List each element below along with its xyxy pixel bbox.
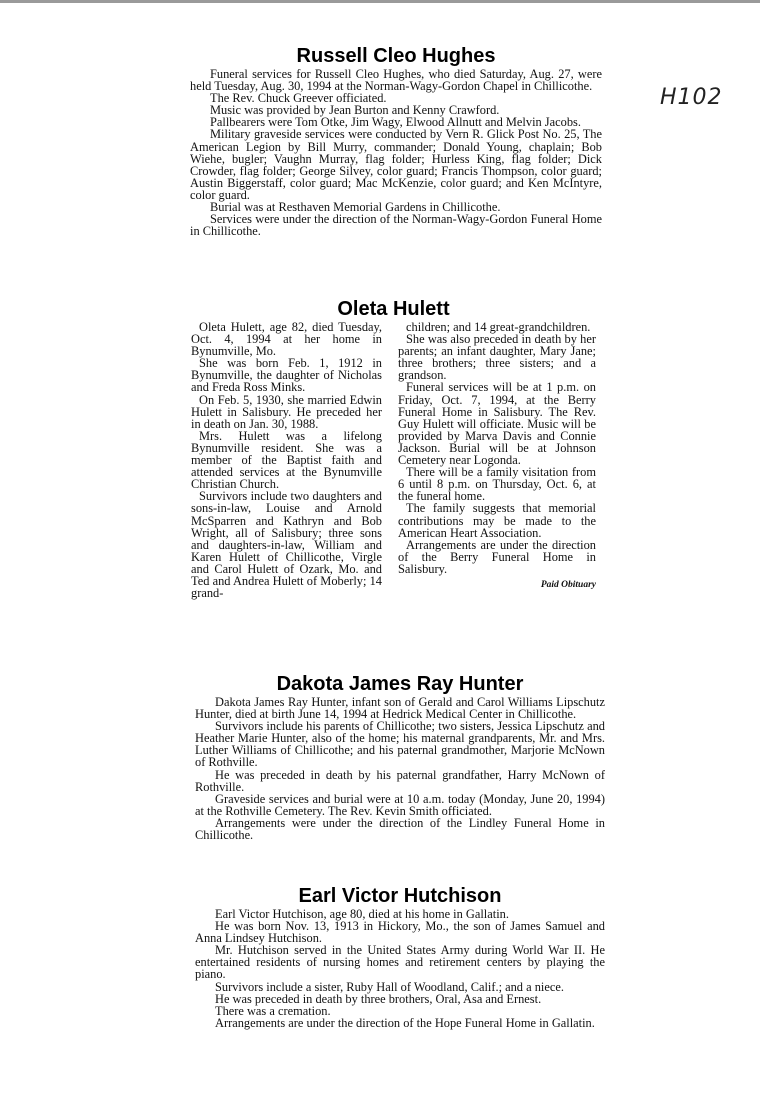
paragraph: Oleta Hulett, age 82, died Tuesday, Oct. 4, 1994 at her home in Bynumville, Mo.: [191, 320, 382, 359]
paragraph: Funeral services will be at 1 p.m. on Friday, Oct. 7, 1994, at the Berry Funeral Home in Salisbury. The Rev. Guy Hulett will officiate. Music will be provided by Marva Davis and Connie Jackson. Burial will be at Johnson Cemetery near Logonda.: [398, 380, 596, 468]
right-column-text: [398, 321, 596, 575]
paragraph: He was preceded in death by three brothers, Oral, Asa and Ernest.: [215, 991, 542, 1006]
handwritten-annotation: H102: [660, 85, 723, 110]
right-column: [398, 321, 596, 599]
paragraph: children; and 14 great-grandchildren.: [406, 320, 591, 334]
obituary-title: Dakota James Ray Hunter: [276, 673, 524, 695]
paid-obituary-label: Paid Obituary: [540, 579, 596, 590]
obituary-title: Oleta Hulett: [337, 298, 450, 320]
obituary-hunter: [195, 672, 605, 841]
paragraph: She was born Feb. 1, 1912 in Bynumville, the daughter of Nicholas and Freda Ross Minks.: [191, 356, 382, 395]
obituary-hughes: [190, 44, 602, 237]
obituary-title: Earl Victor Hutchison: [298, 885, 502, 907]
paragraph: Arrangements are under the direction of the Hope Funeral Home in Gallatin.: [215, 1015, 595, 1030]
paragraph: There was a cremation.: [215, 1003, 331, 1018]
obituary-title: Russell Cleo Hughes: [296, 45, 496, 67]
scan-edge: [0, 0, 760, 3]
paragraph: Survivors include his parents of Chillicothe; two sisters, Jessica Lipschutz and Heather Marie Hunter, also of the home; his maternal grandparents, Mr. and Mrs. Luther Williams of Chillicothe; and his paternal grandmother, Marjorie McNown of Rothville.: [195, 719, 605, 770]
paragraph: On Feb. 5, 1930, she married Edwin Hulett in Salisbury. He preceded her in death on Jan. 30, 1988.: [191, 392, 382, 431]
obituary-body: [195, 696, 605, 841]
paragraph: Survivors include a sister, Ruby Hall of Woodland, Calif.; and a niece.: [215, 979, 564, 994]
obituary-body: [190, 68, 602, 237]
paragraph: Arrangements are under the direction of the Berry Funeral Home in Salisbury.: [398, 537, 596, 576]
paragraph: He was preceded in death by his paternal grandfather, Harry McNown of Rothville.: [195, 767, 605, 794]
paragraph: Pallbearers were Tom Otke, Jim Wagy, Elwood Allnutt and Melvin Jacobs.: [210, 115, 581, 130]
paragraph: She was also preceded in death by her parents; an infant daughter, Mary Jane; three brothers; three sisters; and a grandson.: [398, 332, 596, 383]
paragraph: Graveside services and burial were at 10 a.m. today (Monday, June 20, 1994) at the Rothville Cemetery. The Rev. Kevin Smith officiated.: [195, 791, 605, 818]
paragraph: Mr. Hutchison served in the United States Army during World War II. He entertained residents of nursing homes and retirement centers by playing the piano.: [195, 943, 605, 982]
paragraph: He was born Nov. 13, 1913 in Hickory, Mo., the son of James Samuel and Anna Lindsey Hutchison.: [195, 919, 605, 946]
paragraph: Arrangements were under the direction of the Lindley Funeral Home in Chillicothe.: [195, 815, 605, 843]
obituary-body: [195, 908, 605, 1029]
paragraph: Survivors include two daughters and sons-in-law, Louise and Arnold McSparren and Kathryn and Bob Wright, all of Salisbury; three sons and daughters-in-law, William and Karen Hulett of Chillicothe, Virgle and Carol Hulett of Ozark, Mo. and Ted and Andrea Hulett of Moberly; 14 grand-: [191, 489, 382, 601]
paragraph: Mrs. Hulett was a lifelong Bynumville resident. She was a member of the Baptist faith and attended services at the Bynumville Christian Church.: [191, 428, 382, 492]
obituary-hutchison: [195, 884, 605, 1029]
paragraph: Dakota James Ray Hunter, infant son of Gerald and Carol Williams Lipschutz Hunter, died at birth June 14, 1994 at Hedrick Medical Center in Chillicothe.: [195, 695, 605, 722]
paragraph: The Rev. Chuck Greever officiated.: [210, 91, 387, 106]
paragraph: Funeral services for Russell Cleo Hughes, who died Saturday, Aug. 27, were held Tuesday, Aug. 30, 1994 at the Norman-Wagy-Gordon Chapel in Chillicothe.: [190, 67, 602, 94]
paragraph: Burial was at Resthaven Memorial Gardens in Chillicothe.: [210, 200, 501, 215]
paragraph: Military graveside services were conducted by Vern R. Glick Post No. 25, The American Legion by Bill Murry, commander; Donald Young, chaplain; Bob Wiehe, bugler; Vaughn Murray, flag folder; Hurless King, flag folder; Dick Crowder, flag folder; George Silvey, color guard; Francis Thompson, color guard; Austin Biggerstaff, color guard; Mac McKenzie, color guard; and Ken McIntyre, color guard.: [190, 127, 602, 202]
obituary-hulett: [191, 297, 596, 599]
paragraph: There will be a family visitation from 6 until 8 p.m. on Thursday, Oct. 6, at the funeral home.: [398, 465, 596, 504]
paragraph: Music was provided by Jean Burton and Kenny Crawford.: [210, 103, 500, 118]
paragraph: The family suggests that memorial contributions may be made to the American Heart Association.: [398, 501, 596, 540]
left-column: [191, 321, 382, 599]
paragraph: Earl Victor Hutchison, age 80, died at his home in Gallatin.: [215, 907, 509, 921]
paragraph: Services were under the direction of the Norman-Wagy-Gordon Funeral Home in Chillicothe.: [190, 212, 602, 239]
